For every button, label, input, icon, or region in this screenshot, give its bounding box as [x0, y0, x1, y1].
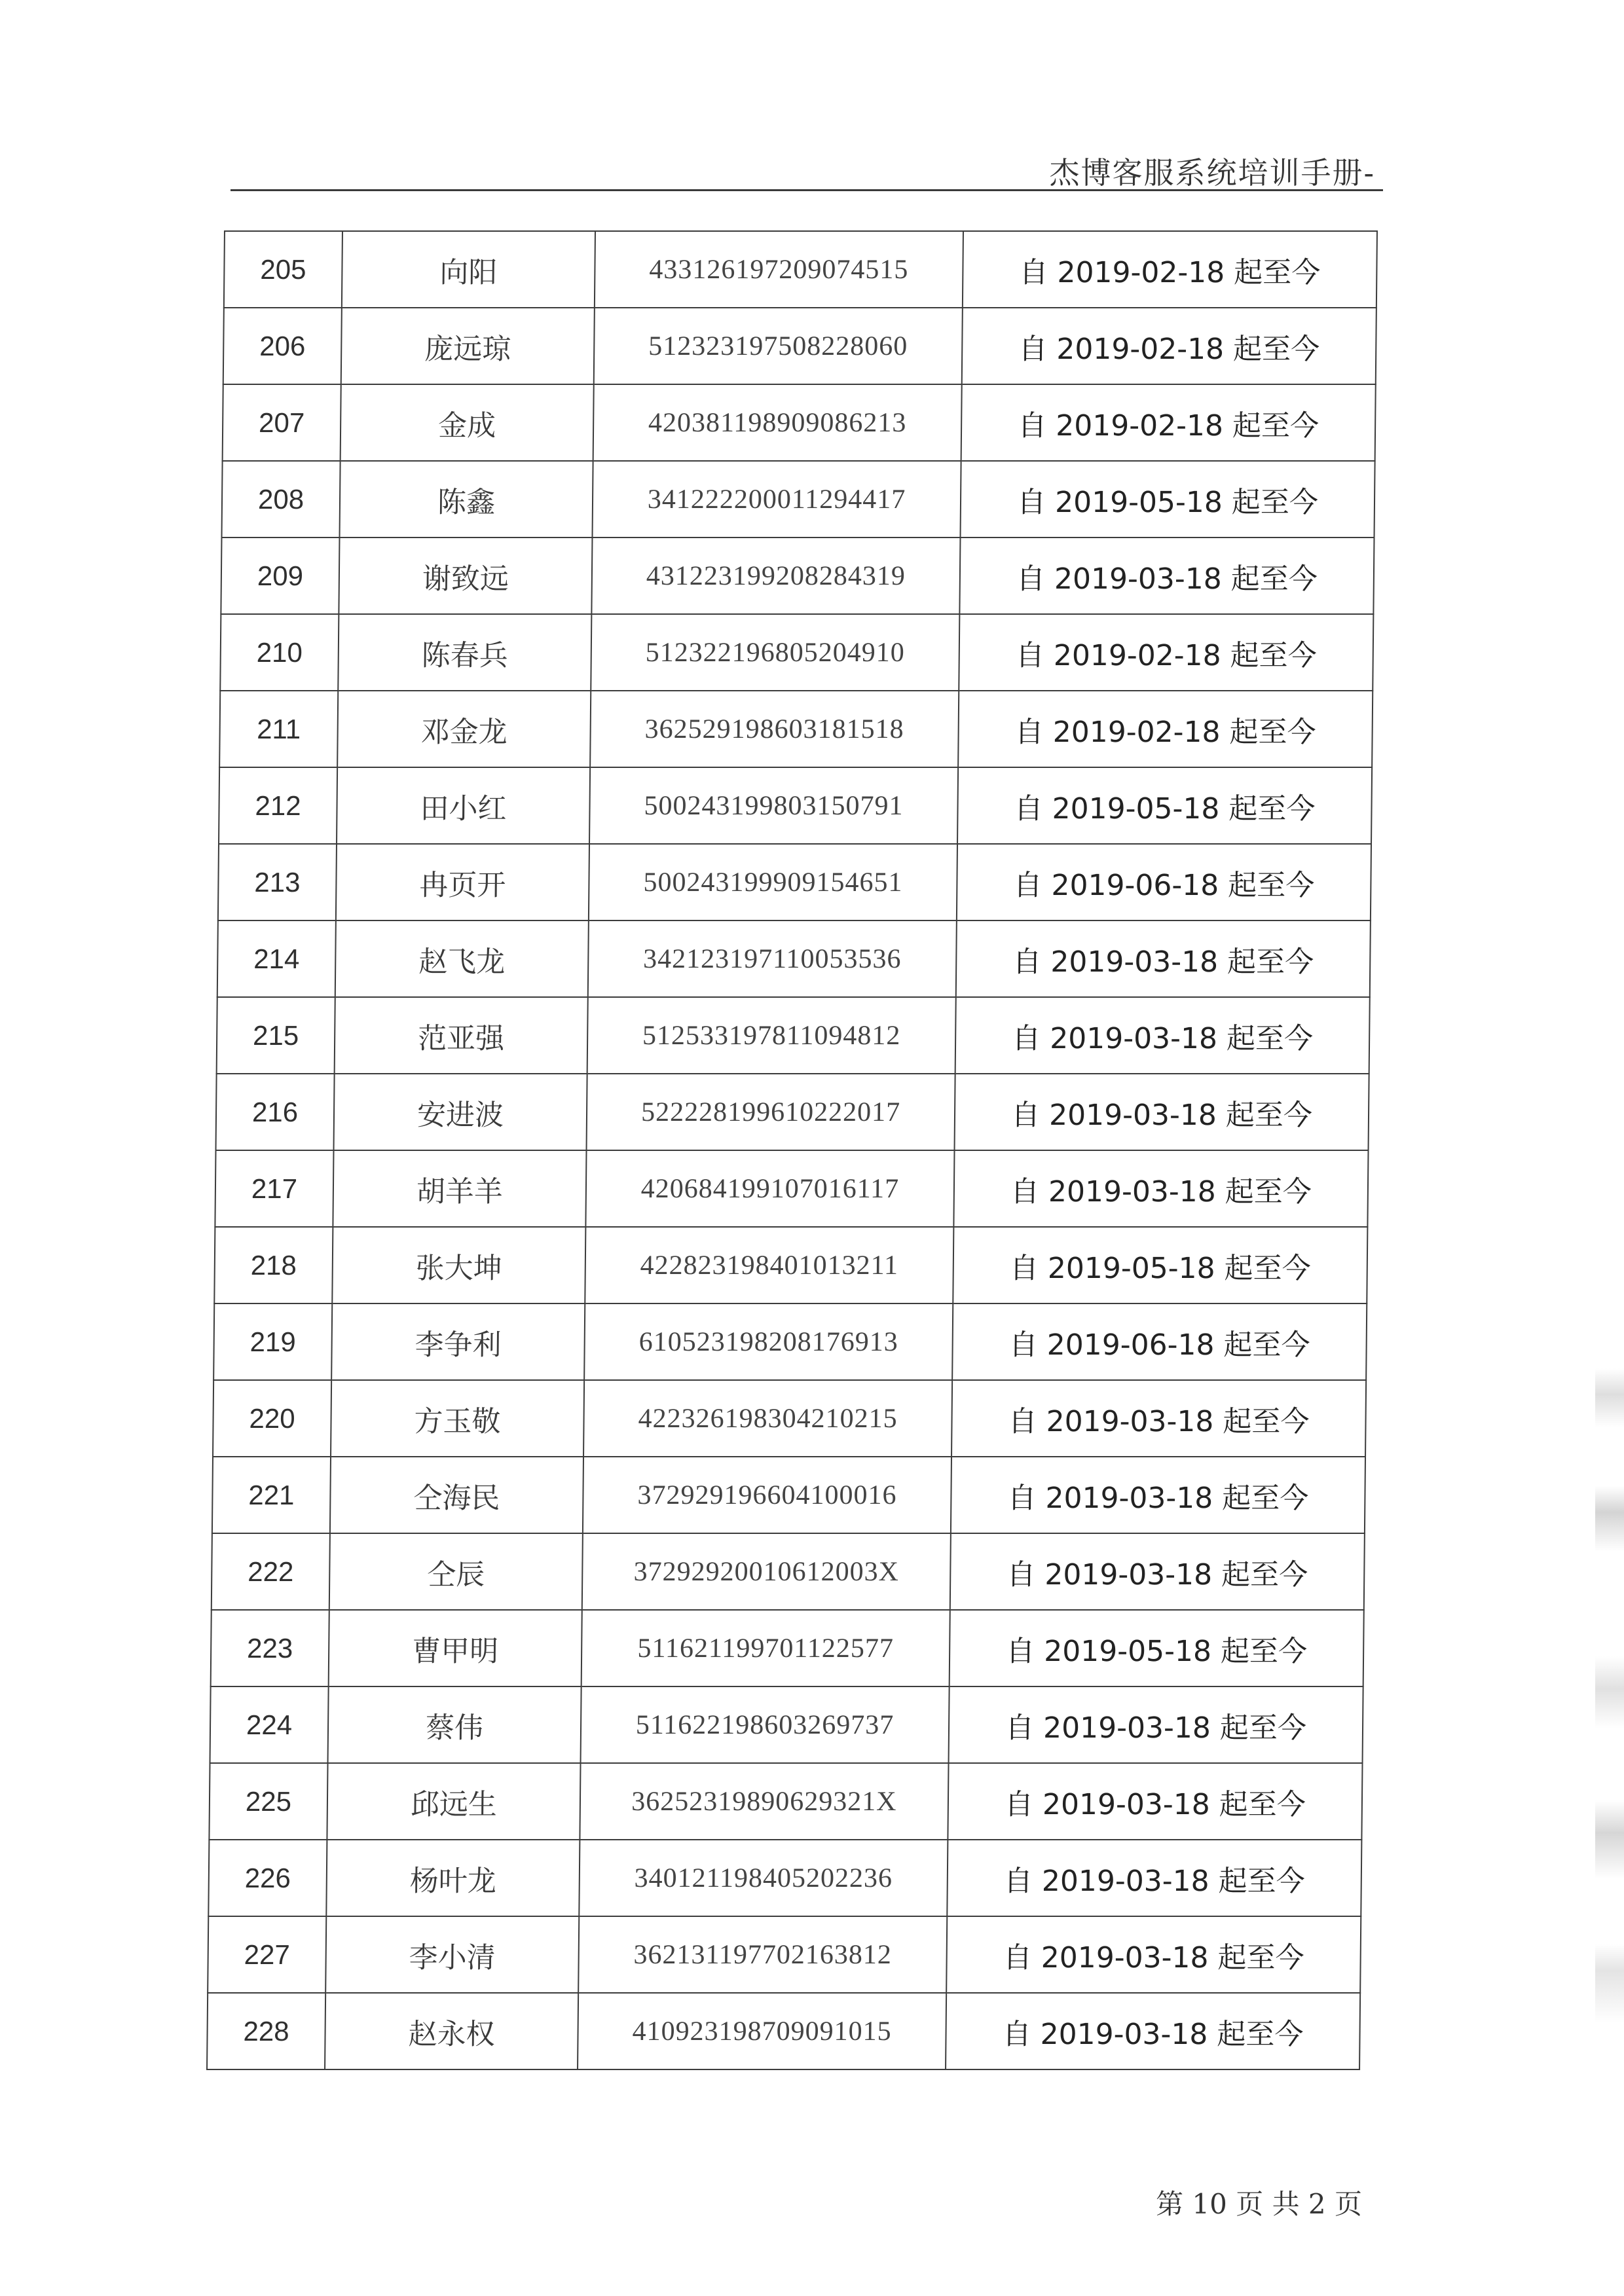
name-cell: 安进波: [334, 1074, 587, 1150]
table-row: [213, 1380, 1366, 1457]
roster-table-container: [206, 230, 1378, 2095]
period-cell: 自 2019-03-18 起至今: [956, 920, 1371, 997]
name-cell: 赵永权: [325, 1993, 578, 2069]
id-number-cell: 431223199208284319: [591, 538, 960, 614]
row-number-cell: 208: [221, 461, 340, 538]
row-number-cell: 224: [210, 1686, 329, 1763]
row-number-cell: 218: [214, 1227, 333, 1303]
id-number-cell: 340121198405202236: [579, 1840, 948, 1916]
table-row: [209, 1763, 1362, 1840]
period-cell: 自 2019-06-18 起至今: [957, 844, 1371, 920]
id-number-cell: 512533197811094812: [587, 997, 956, 1074]
row-number-cell: 223: [211, 1610, 329, 1686]
roster-table-body: [207, 231, 1377, 2069]
row-number-cell: 228: [207, 1993, 325, 2069]
row-number-cell: 214: [217, 920, 336, 997]
id-number-cell: 420381198909086213: [593, 384, 962, 461]
period-cell: 自 2019-03-18 起至今: [949, 1686, 1363, 1763]
roster-table: [206, 230, 1378, 2070]
row-number-cell: 225: [209, 1763, 327, 1840]
name-cell: 胡羊羊: [333, 1150, 586, 1227]
row-number-cell: 219: [213, 1303, 332, 1380]
table-row: [210, 1686, 1363, 1763]
id-number-cell: 37292920010612003X: [582, 1533, 951, 1610]
period-cell: 自 2019-05-18 起至今: [950, 1610, 1364, 1686]
period-cell: 自 2019-03-18 起至今: [951, 1457, 1365, 1533]
name-cell: 邓金龙: [337, 691, 591, 767]
name-cell: 李争利: [331, 1303, 585, 1380]
period-cell: 自 2019-03-18 起至今: [959, 538, 1374, 614]
row-number-cell: 220: [213, 1380, 331, 1457]
table-row: [221, 538, 1374, 614]
table-row: [212, 1533, 1365, 1610]
id-number-cell: 500243199803150791: [589, 767, 958, 844]
row-number-cell: 226: [208, 1840, 327, 1916]
period-cell: 自 2019-02-18 起至今: [959, 614, 1373, 691]
scan-edge-artifact: [1595, 1368, 1624, 2023]
table-row: [217, 997, 1370, 1074]
id-number-cell: 372929196604100016: [583, 1457, 951, 1533]
name-cell: 李小清: [325, 1916, 579, 1993]
row-number-cell: 212: [219, 767, 337, 844]
name-cell: 蔡伟: [328, 1686, 581, 1763]
table-row: [219, 691, 1373, 767]
table-row: [224, 231, 1377, 308]
period-cell: 自 2019-05-18 起至今: [957, 767, 1372, 844]
name-cell: 陈鑫: [339, 461, 593, 538]
id-number-cell: 36252319890629321X: [580, 1763, 948, 1840]
table-row: [208, 1840, 1361, 1916]
period-cell: 自 2019-03-18 起至今: [955, 997, 1370, 1074]
table-row: [207, 1993, 1360, 2069]
id-number-cell: 362131197702163812: [578, 1916, 947, 1993]
table-row: [208, 1916, 1361, 1993]
table-row: [221, 461, 1375, 538]
period-cell: 自 2019-06-18 起至今: [952, 1303, 1367, 1380]
name-cell: 陈春兵: [338, 614, 591, 691]
name-cell: 邱远生: [327, 1763, 580, 1840]
period-cell: 自 2019-03-18 起至今: [951, 1380, 1366, 1457]
name-cell: 曹甲明: [329, 1610, 582, 1686]
page-header-title: 杰博客服系统培训手册-: [1049, 155, 1375, 191]
row-number-cell: 209: [221, 538, 339, 614]
period-cell: 自 2019-02-18 起至今: [962, 308, 1376, 384]
row-number-cell: 211: [219, 691, 338, 767]
id-number-cell: 410923198709091015: [578, 1993, 946, 2069]
row-number-cell: 206: [223, 308, 342, 384]
period-cell: 自 2019-03-18 起至今: [947, 1840, 1361, 1916]
name-cell: 杨叶龙: [326, 1840, 580, 1916]
table-row: [223, 308, 1376, 384]
row-number-cell: 216: [216, 1074, 335, 1150]
id-number-cell: 433126197209074515: [595, 231, 963, 308]
id-number-cell: 341222200011294417: [592, 461, 961, 538]
id-number-cell: 420684199107016117: [585, 1150, 954, 1227]
period-cell: 自 2019-03-18 起至今: [946, 1916, 1361, 1993]
row-number-cell: 215: [217, 997, 335, 1074]
id-number-cell: 522228199610222017: [587, 1074, 955, 1150]
name-cell: 田小红: [337, 767, 590, 844]
table-row: [215, 1150, 1368, 1227]
name-cell: 庞远琼: [341, 308, 595, 384]
period-cell: 自 2019-05-18 起至今: [953, 1227, 1367, 1303]
name-cell: 金成: [341, 384, 594, 461]
header-divider: [231, 189, 1383, 191]
row-number-cell: 210: [220, 614, 339, 691]
row-number-cell: 227: [208, 1916, 326, 1993]
name-cell: 冉页开: [336, 844, 589, 920]
table-row: [216, 1074, 1369, 1150]
table-row: [218, 844, 1371, 920]
id-number-cell: 610523198208176913: [584, 1303, 953, 1380]
name-cell: 方玉敬: [331, 1380, 584, 1457]
row-number-cell: 217: [215, 1150, 333, 1227]
row-number-cell: 207: [223, 384, 341, 461]
name-cell: 张大坤: [332, 1227, 585, 1303]
period-cell: 自 2019-03-18 起至今: [953, 1150, 1368, 1227]
period-cell: 自 2019-03-18 起至今: [948, 1763, 1362, 1840]
table-row: [212, 1457, 1365, 1533]
table-row: [217, 920, 1371, 997]
id-number-cell: 342123197110053536: [588, 920, 957, 997]
table-row: [223, 384, 1376, 461]
row-number-cell: 213: [218, 844, 337, 920]
table-row: [213, 1303, 1367, 1380]
id-number-cell: 512323197508228060: [594, 308, 963, 384]
id-number-cell: 512322196805204910: [591, 614, 959, 691]
row-number-cell: 222: [212, 1533, 330, 1610]
id-number-cell: 511622198603269737: [581, 1686, 950, 1763]
table-row: [220, 614, 1373, 691]
id-number-cell: 500243199909154651: [589, 844, 957, 920]
period-cell: 自 2019-03-18 起至今: [955, 1074, 1369, 1150]
period-cell: 自 2019-02-18 起至今: [958, 691, 1373, 767]
table-row: [219, 767, 1372, 844]
id-number-cell: 422823198401013211: [585, 1227, 953, 1303]
row-number-cell: 221: [212, 1457, 331, 1533]
period-cell: 自 2019-02-18 起至今: [961, 384, 1376, 461]
table-row: [211, 1610, 1364, 1686]
id-number-cell: 362529198603181518: [590, 691, 959, 767]
name-cell: 赵飞龙: [335, 920, 589, 997]
name-cell: 谢致远: [339, 538, 592, 614]
period-cell: 自 2019-02-18 起至今: [963, 231, 1377, 308]
name-cell: 仝海民: [330, 1457, 583, 1533]
id-number-cell: 511621199701122577: [581, 1610, 950, 1686]
name-cell: 向阳: [342, 231, 595, 308]
page-number: 第 10 页 共 2 页: [1156, 2188, 1362, 2220]
id-number-cell: 422326198304210215: [583, 1380, 952, 1457]
period-cell: 自 2019-03-18 起至今: [950, 1533, 1365, 1610]
row-number-cell: 205: [224, 231, 342, 308]
period-cell: 自 2019-05-18 起至今: [960, 461, 1375, 538]
name-cell: 范亚强: [335, 997, 588, 1074]
table-row: [214, 1227, 1367, 1303]
name-cell: 仝辰: [329, 1533, 583, 1610]
period-cell: 自 2019-03-18 起至今: [946, 1993, 1360, 2069]
